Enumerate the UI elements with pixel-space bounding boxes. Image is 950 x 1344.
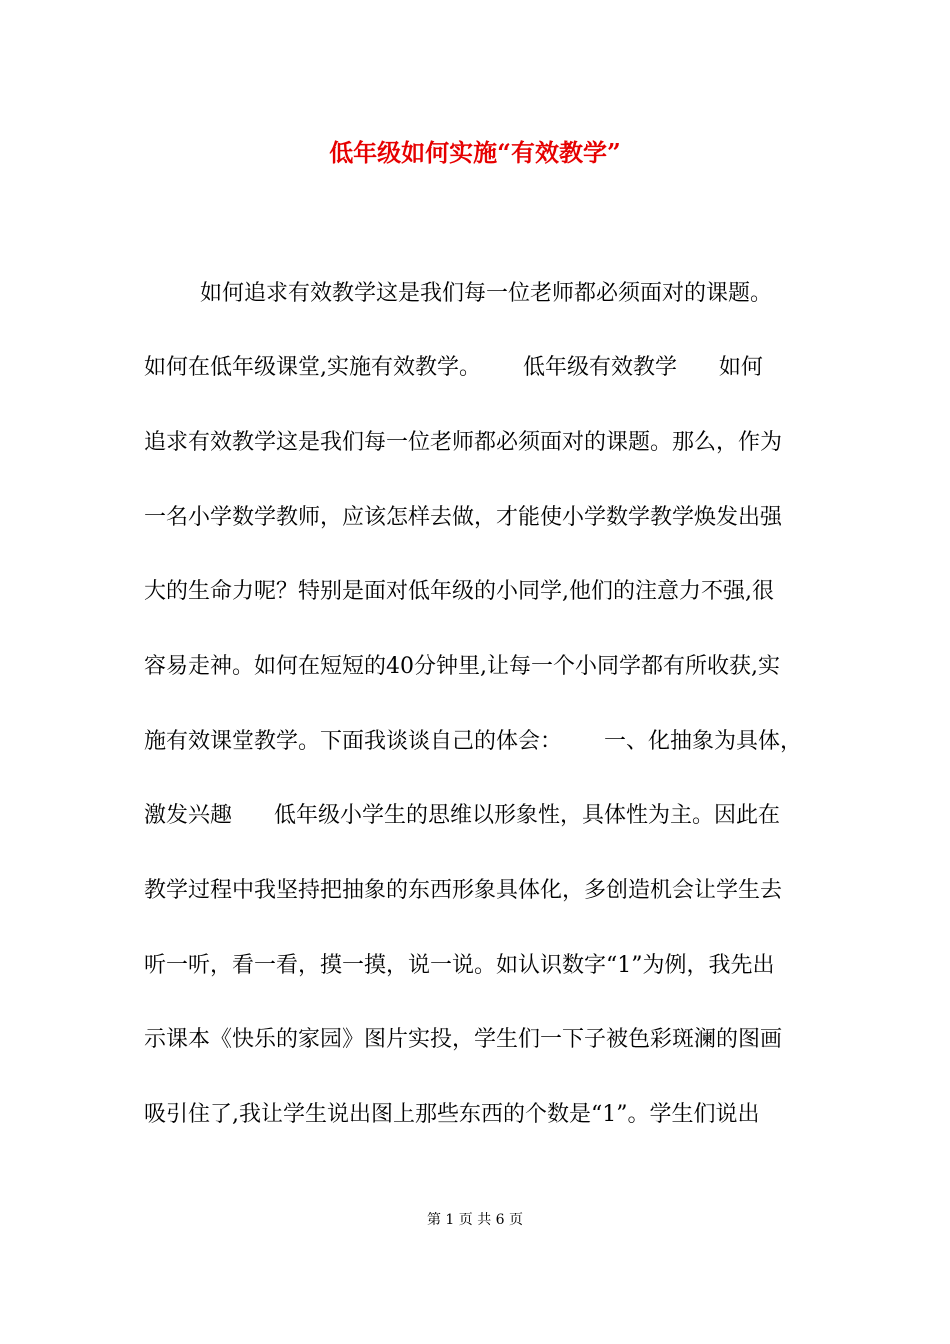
paragraph-line: 激发兴趣 低年级小学生的思维以形象性，具体性为主。因此在 bbox=[144, 803, 780, 828]
paragraph-line: 追求有效教学这是我们每一位老师都必须面对的课题。那么，作为 bbox=[144, 430, 783, 455]
paragraph-line: 容易走神。如何在短短的40分钟里,让每一个小同学都有所收获,实 bbox=[144, 654, 780, 679]
paragraph-line: 教学过程中我坚持把抽象的东西形象具体化，多创造机会让学生去 bbox=[144, 878, 783, 903]
paragraph-line: 听一听，看一看，摸一摸，说一说。如认识数字“1”为例，我先出 bbox=[144, 953, 775, 978]
paragraph-line: 如何追求有效教学这是我们每一位老师都必须面对的课题。 bbox=[144, 281, 772, 306]
paragraph-line: 一名小学数学教师，应该怎样去做，才能使小学数学教学焕发出强 bbox=[144, 505, 783, 530]
paragraph-line: 大的生命力呢？特别是面对低年级的小同学,他们的注意力不强,很 bbox=[144, 579, 774, 604]
page-footer: 第 1 页 共 6 页 bbox=[426, 1212, 524, 1228]
document-title: 低年级如何实施“有效教学” bbox=[329, 138, 621, 167]
paragraph-line: 如何在低年级课堂,实施有效教学。 低年级有效教学 如何 bbox=[144, 355, 763, 380]
paragraph-line: 施有效课堂教学。下面我谈谈自己的体会： 一、化抽象为具体， bbox=[144, 729, 802, 754]
paragraph-line: 示课本《快乐的家园》图片实投，学生们一下子被色彩斑澜的图画 bbox=[144, 1027, 783, 1052]
paragraph-line: 吸引住了,我让学生说出图上那些东西的个数是“1”。学生们说出 bbox=[144, 1102, 760, 1127]
